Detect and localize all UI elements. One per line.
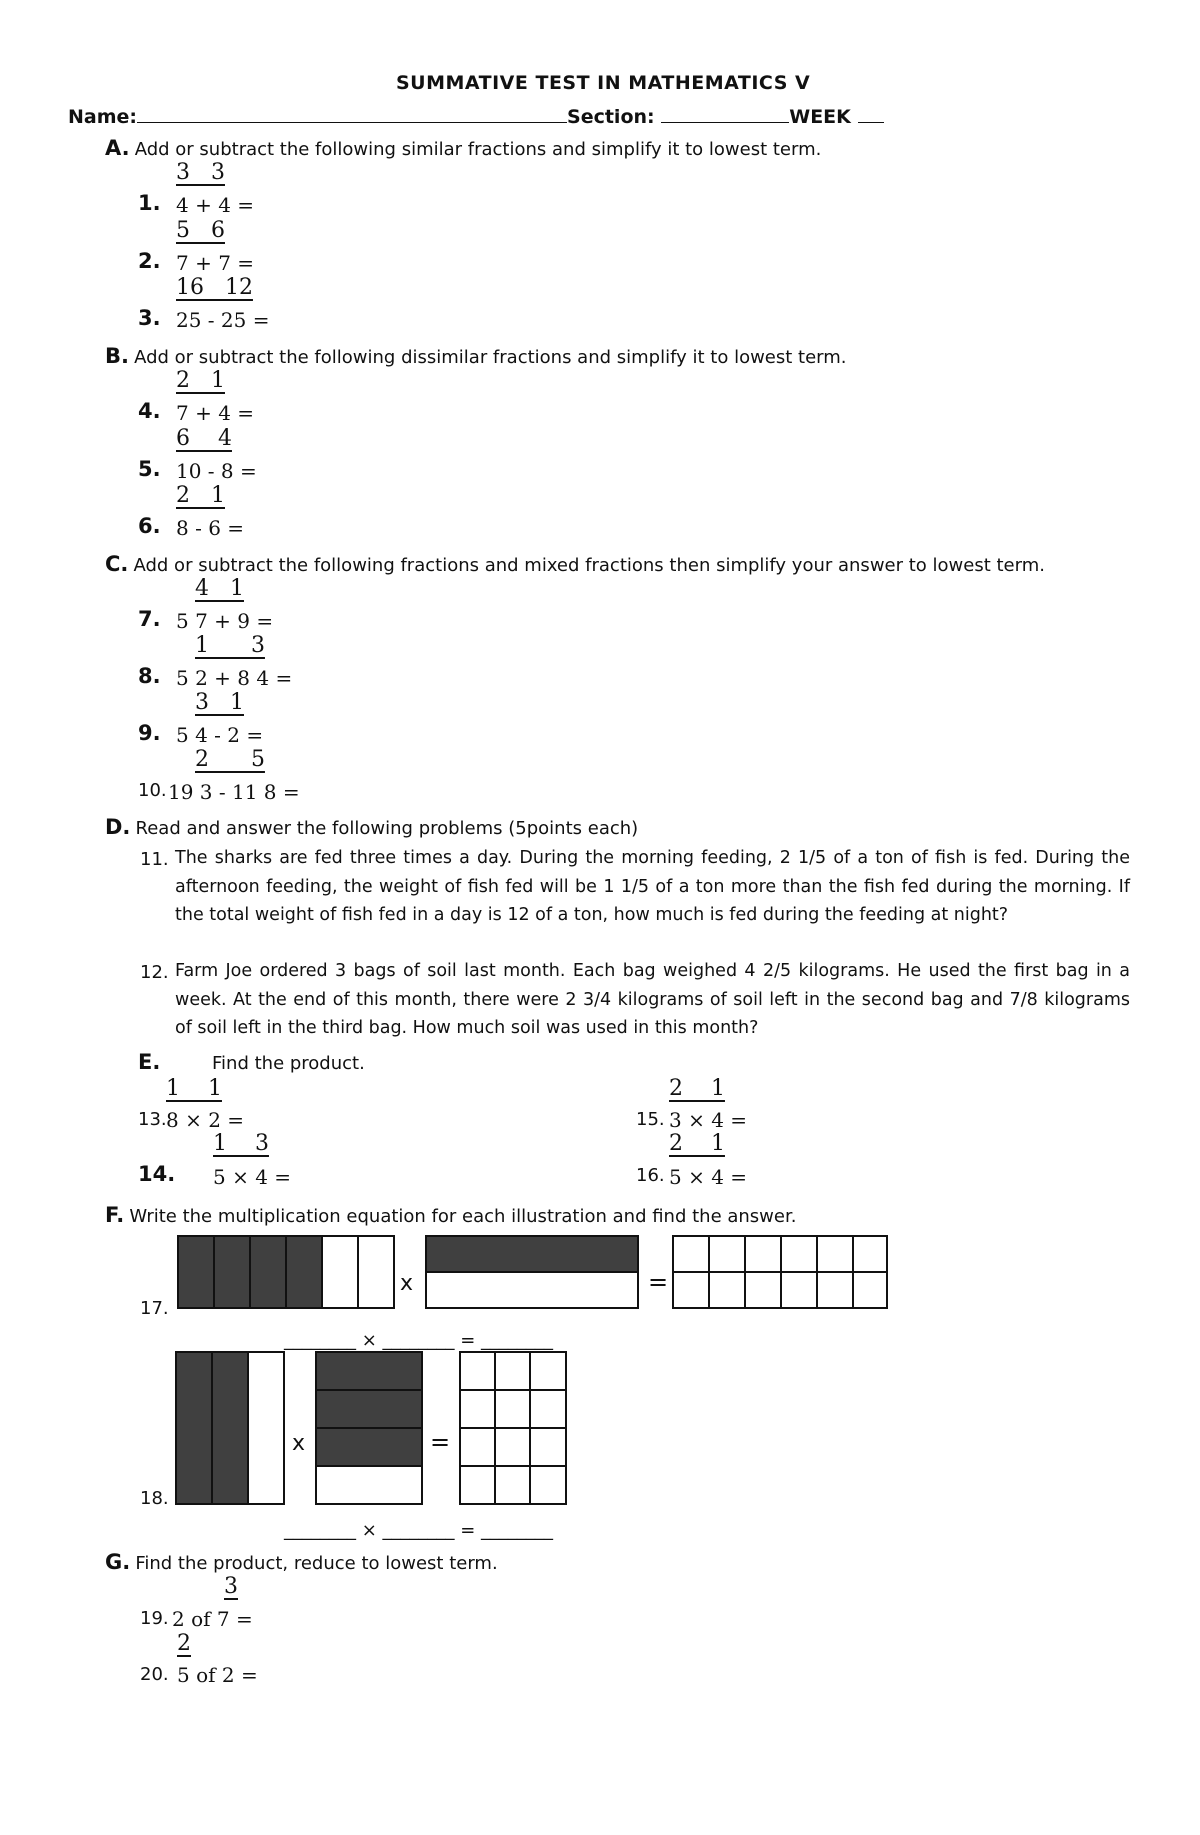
fraction-denominators: 8 - 6 = bbox=[176, 516, 245, 540]
section-letter: G. bbox=[105, 1550, 131, 1574]
section-instruction: Write the multiplication equation for each illustration and find the answer. bbox=[129, 1206, 797, 1227]
header-line bbox=[68, 104, 884, 128]
item-number: 6. bbox=[138, 514, 161, 538]
fraction-numerators: 2 bbox=[177, 1631, 191, 1656]
item-number: 8. bbox=[138, 664, 161, 688]
section-a-heading bbox=[105, 136, 821, 160]
fraction-numerators: 3 bbox=[224, 1574, 238, 1599]
fraction-numerators: 16 12 bbox=[176, 275, 253, 300]
fraction-numerators: 3 3 bbox=[176, 160, 225, 185]
fraction-denominators: 3 × 4 = bbox=[669, 1108, 748, 1132]
unshaded-part bbox=[358, 1236, 394, 1308]
fraction-denominators: 10 - 8 = bbox=[176, 459, 257, 483]
fraction-numerators: 3 1 bbox=[195, 690, 244, 715]
item-number: 5. bbox=[138, 457, 161, 481]
problem-number: 12. bbox=[140, 962, 169, 983]
name-field[interactable] bbox=[137, 104, 567, 123]
answer-grid bbox=[460, 1352, 566, 1504]
illustration-18 bbox=[170, 1350, 590, 1510]
section-letter: F. bbox=[105, 1203, 125, 1227]
section-letter: A. bbox=[105, 136, 130, 160]
item-number: 7. bbox=[138, 607, 161, 631]
section-d-heading bbox=[105, 815, 638, 839]
unshaded-part bbox=[248, 1352, 284, 1504]
fraction-numerators: 1 1 bbox=[166, 1076, 222, 1101]
section-instruction: Find the product. bbox=[212, 1053, 365, 1074]
fraction-numerators: 2 1 bbox=[669, 1131, 725, 1156]
fraction-denominators: 7 + 7 = bbox=[176, 251, 255, 275]
shaded-part bbox=[316, 1428, 422, 1466]
equals-sign: = bbox=[648, 1268, 669, 1296]
shaded-part bbox=[214, 1236, 250, 1308]
page-title: SUMMATIVE TEST IN MATHEMATICS V bbox=[396, 72, 811, 94]
shaded-part bbox=[426, 1236, 638, 1272]
section-letter: B. bbox=[105, 344, 129, 368]
times-sign: x bbox=[400, 1271, 414, 1296]
times-sign: x bbox=[292, 1431, 306, 1456]
item-number: 17. bbox=[140, 1298, 169, 1319]
item-number: 9. bbox=[138, 721, 161, 745]
item-number: 10. bbox=[138, 780, 167, 801]
section-label: Section: bbox=[567, 106, 655, 128]
section-letter: C. bbox=[105, 552, 129, 576]
problem-number: 11. bbox=[140, 849, 169, 870]
equals-sign: = bbox=[430, 1428, 451, 1456]
shaded-part bbox=[178, 1236, 214, 1308]
word-problem: Farm Joe ordered 3 bags of soil last month. Each bag weighed 4 2/5 kilograms. He used the first bag in a week. At the end of this month, there were 2 3/4 kilograms of soil left in the second bag and 7/8 kilograms of soil left in the third bag. How much soil was used in this month? bbox=[175, 961, 1130, 1038]
fraction-numerators: 2 5 bbox=[195, 747, 265, 772]
fraction-denominators: 8 × 2 = bbox=[166, 1108, 245, 1132]
week-field[interactable] bbox=[858, 104, 884, 123]
fraction-numerators: 5 6 bbox=[176, 218, 225, 243]
fraction-numerators: 2 1 bbox=[176, 483, 225, 508]
fraction-numerators: 2 1 bbox=[176, 368, 225, 393]
item-number: 19. bbox=[140, 1608, 169, 1629]
item-number: 13. bbox=[138, 1109, 167, 1130]
fraction-bar-left bbox=[176, 1352, 284, 1504]
item-number: 4. bbox=[138, 399, 161, 423]
shaded-part bbox=[316, 1390, 422, 1428]
fraction-denominators: 5 2 + 8 4 = bbox=[176, 666, 293, 690]
section-field[interactable] bbox=[661, 104, 789, 123]
section-instruction: Add or subtract the following fractions and mixed fractions then simplify your answer to lowest term. bbox=[133, 555, 1045, 576]
item-number: 20. bbox=[140, 1664, 169, 1685]
fraction-numerators: 2 1 bbox=[669, 1076, 725, 1101]
item-number: 18. bbox=[140, 1488, 169, 1509]
equation-blanks-17[interactable]: ________ × ________ = ________ bbox=[284, 1330, 554, 1351]
shaded-part bbox=[212, 1352, 248, 1504]
section-g-heading bbox=[105, 1550, 498, 1574]
fraction-numerators: 1 3 bbox=[195, 633, 265, 658]
section-instruction: Find the product, reduce to lowest term. bbox=[135, 1553, 498, 1574]
item-number: 1. bbox=[138, 191, 161, 215]
fraction-numerators: 6 4 bbox=[176, 426, 232, 451]
section-instruction: Add or subtract the following similar fractions and simplify it to lowest term. bbox=[134, 139, 822, 160]
fraction-bar-middle bbox=[316, 1352, 422, 1504]
fraction-denominators: 5 of 2 = bbox=[177, 1663, 258, 1687]
fraction-denominators: 5 4 - 2 = bbox=[176, 723, 264, 747]
fraction-denominators: 7 + 4 = bbox=[176, 401, 255, 425]
fraction-denominators: 5 7 + 9 = bbox=[176, 609, 274, 633]
section-letter: E. bbox=[138, 1050, 161, 1074]
fraction-denominators: 5 × 4 = bbox=[669, 1165, 748, 1189]
item-number: 16. bbox=[636, 1165, 665, 1186]
shaded-part bbox=[176, 1352, 212, 1504]
fraction-bar-left bbox=[178, 1236, 394, 1308]
illustration-17 bbox=[170, 1234, 890, 1314]
section-b-heading bbox=[105, 344, 847, 368]
item-number: 3. bbox=[138, 306, 161, 330]
fraction-denominators: 2 of 7 = bbox=[172, 1607, 253, 1631]
name-label: Name: bbox=[68, 106, 138, 128]
fraction-numerators: 1 3 bbox=[213, 1131, 269, 1156]
fraction-denominators: 19 3 - 11 8 = bbox=[168, 780, 300, 804]
unshaded-part bbox=[322, 1236, 358, 1308]
fraction-denominators: 4 + 4 = bbox=[176, 193, 255, 217]
section-c-heading bbox=[105, 552, 1045, 576]
item-number: 14. bbox=[138, 1162, 176, 1186]
equation-blanks-18[interactable]: ________ × ________ = ________ bbox=[284, 1520, 554, 1541]
fraction-bar-middle bbox=[426, 1236, 638, 1308]
week-label: WEEK bbox=[789, 106, 851, 128]
section-letter: D. bbox=[105, 815, 131, 839]
fraction-numerators: 4 1 bbox=[195, 576, 244, 601]
unshaded-part bbox=[316, 1466, 422, 1504]
section-f-heading bbox=[105, 1203, 796, 1227]
unshaded-part bbox=[426, 1272, 638, 1308]
answer-grid bbox=[673, 1236, 887, 1308]
section-instruction: Read and answer the following problems (5points each) bbox=[135, 818, 639, 839]
shaded-part bbox=[286, 1236, 322, 1308]
fraction-denominators: 25 - 25 = bbox=[176, 308, 270, 332]
shaded-part bbox=[316, 1352, 422, 1390]
shaded-part bbox=[250, 1236, 286, 1308]
word-problem: The sharks are fed three times a day. During the morning feeding, 2 1/5 of a ton of fish is fed. During the afternoon feeding, the weight of fish fed will be 1 1/5 of a ton more than the fish fed during the morning. If the total weight of fish fed in a day is 12 of a ton, how much is fed during the feeding at night? bbox=[175, 848, 1130, 925]
fraction-denominators: 5 × 4 = bbox=[213, 1165, 292, 1189]
section-instruction: Add or subtract the following dissimilar fractions and simplify it to lowest term. bbox=[134, 347, 847, 368]
item-number: 2. bbox=[138, 249, 161, 273]
item-number: 15. bbox=[636, 1109, 665, 1130]
